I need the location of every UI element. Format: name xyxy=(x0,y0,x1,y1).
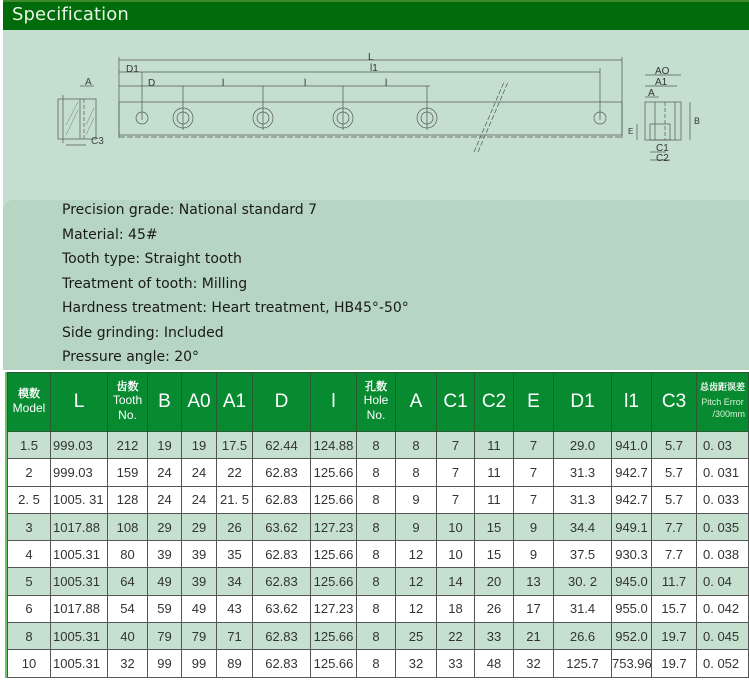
table-row xyxy=(8,459,749,486)
cell-c1: 22 xyxy=(437,623,475,650)
col-A0: A0 xyxy=(182,373,217,432)
cell-l: 1005.31 xyxy=(51,541,108,568)
cell-hole: 8 xyxy=(357,568,396,595)
col-L: L xyxy=(51,373,108,432)
cell-d1: 125.7 xyxy=(554,650,612,677)
cell-b: 59 xyxy=(148,595,182,622)
cell-d: 62.83 xyxy=(253,623,311,650)
spec-side-grinding: Side grinding: Included xyxy=(62,324,224,341)
cell-tooth: 128 xyxy=(108,486,148,513)
cell-pitch: 0. 035 xyxy=(697,513,749,540)
cell-a: 25 xyxy=(396,623,437,650)
spec-pressure-angle: Pressure angle: 20° xyxy=(62,349,200,365)
cell-tooth: 212 xyxy=(108,432,148,459)
col-D: D xyxy=(253,373,311,432)
label-l1: l1 xyxy=(370,63,378,74)
cell-tooth: 32 xyxy=(108,650,148,677)
cell-l: 1005.31 xyxy=(51,568,108,595)
cell-l: 125.66 xyxy=(311,650,357,677)
page-title: Specification xyxy=(12,4,129,25)
cell-l1: 952.0 xyxy=(612,623,652,650)
cell-l1: 955.0 xyxy=(612,595,652,622)
cell-d: 63.62 xyxy=(253,513,311,540)
cell-a: 12 xyxy=(396,595,437,622)
cell-b: 19 xyxy=(148,432,182,459)
cell-model: 3 xyxy=(8,513,51,540)
cell-l: 1017.88 xyxy=(51,513,108,540)
col-B: B xyxy=(148,373,182,432)
label-D: D xyxy=(148,78,156,89)
col-C1: C1 xyxy=(437,373,475,432)
label-D1: D1 xyxy=(126,64,139,75)
cell-l: 125.66 xyxy=(311,541,357,568)
cell-l1: 930.3 xyxy=(612,541,652,568)
cell-b: 99 xyxy=(148,650,182,677)
cell-b: 39 xyxy=(148,541,182,568)
cell-c1: 7 xyxy=(437,459,475,486)
cell-model: 4 xyxy=(8,541,51,568)
col-C2: C2 xyxy=(475,373,514,432)
cell-l1: 942.7 xyxy=(612,459,652,486)
cell-c2: 11 xyxy=(475,432,514,459)
cell-d: 62.83 xyxy=(253,650,311,677)
table-row xyxy=(8,568,749,595)
cell-c3: 5.7 xyxy=(652,459,697,486)
cell-l1: 753.96 xyxy=(612,650,652,677)
cell-c2: 11 xyxy=(475,459,514,486)
cell-pitch: 0. 04 xyxy=(697,568,749,595)
cell-l: 1005.31 xyxy=(51,623,108,650)
spec-list xyxy=(62,200,409,372)
cell-tooth: 80 xyxy=(108,541,148,568)
cell-a: 8 xyxy=(396,432,437,459)
label-l-3: l xyxy=(385,78,388,89)
cell-a: 8 xyxy=(396,459,437,486)
rack-technical-drawing xyxy=(0,30,749,180)
cell-a0: 19 xyxy=(182,432,217,459)
label-A-left: A xyxy=(85,77,92,88)
cell-b: 29 xyxy=(148,513,182,540)
cell-pitch: 0. 052 xyxy=(697,650,749,677)
cell-model: 6 xyxy=(8,595,51,622)
cell-a0: 49 xyxy=(182,595,217,622)
cell-a: 32 xyxy=(396,650,437,677)
cell-tooth: 54 xyxy=(108,595,148,622)
cell-l: 125.66 xyxy=(311,459,357,486)
cell-a: 9 xyxy=(396,513,437,540)
cell-a0: 99 xyxy=(182,650,217,677)
cell-hole: 8 xyxy=(357,459,396,486)
cell-l: 125.66 xyxy=(311,623,357,650)
cell-c1: 10 xyxy=(437,513,475,540)
cell-model: 8 xyxy=(8,623,51,650)
cell-a0: 29 xyxy=(182,513,217,540)
cell-pitch: 0. 045 xyxy=(697,623,749,650)
col-l: l xyxy=(311,373,357,432)
cell-l1: 941.0 xyxy=(612,432,652,459)
cell-l: 1005.31 xyxy=(51,650,108,677)
cell-hole: 8 xyxy=(357,541,396,568)
label-E: E xyxy=(628,127,634,136)
cell-hole: 8 xyxy=(357,486,396,513)
cell-d: 63.62 xyxy=(253,595,311,622)
cell-l1: 949.1 xyxy=(612,513,652,540)
cell-d: 62.83 xyxy=(253,459,311,486)
cell-a0: 24 xyxy=(182,459,217,486)
col-tooth-no: 齿数 Tooth No. xyxy=(108,373,148,432)
cell-e: 7 xyxy=(514,486,554,513)
cell-a0: 24 xyxy=(182,486,217,513)
cell-d1: 31.4 xyxy=(554,595,612,622)
cell-c3: 19.7 xyxy=(652,623,697,650)
table-row xyxy=(8,541,749,568)
cell-e: 9 xyxy=(514,541,554,568)
cell-tooth: 159 xyxy=(108,459,148,486)
cell-c3: 5.7 xyxy=(652,432,697,459)
cell-d: 62.83 xyxy=(253,541,311,568)
cell-e: 7 xyxy=(514,459,554,486)
cell-a1: 22 xyxy=(217,459,253,486)
cell-a1: 71 xyxy=(217,623,253,650)
cell-e: 17 xyxy=(514,595,554,622)
cell-d1: 26.6 xyxy=(554,623,612,650)
table-row xyxy=(8,486,749,513)
table-row xyxy=(8,650,749,677)
cell-c1: 18 xyxy=(437,595,475,622)
label-C2: C2 xyxy=(656,153,669,164)
cell-l1: 945.0 xyxy=(612,568,652,595)
cell-c2: 15 xyxy=(475,513,514,540)
cell-l: 125.66 xyxy=(311,568,357,595)
spec-table-container xyxy=(5,372,746,678)
cell-c1: 14 xyxy=(437,568,475,595)
cell-d: 62.83 xyxy=(253,568,311,595)
cell-model: 2. 5 xyxy=(8,486,51,513)
cell-c2: 15 xyxy=(475,541,514,568)
cell-c1: 7 xyxy=(437,432,475,459)
cell-c2: 48 xyxy=(475,650,514,677)
cell-c1: 10 xyxy=(437,541,475,568)
cell-a: 9 xyxy=(396,486,437,513)
cell-a1: 89 xyxy=(217,650,253,677)
cell-l: 1017.88 xyxy=(51,595,108,622)
cell-l: 999.03 xyxy=(51,459,108,486)
col-C3: C3 xyxy=(652,373,697,432)
col-E: E xyxy=(514,373,554,432)
label-l-2: l xyxy=(304,78,307,89)
cell-c3: 5.7 xyxy=(652,486,697,513)
spec-table xyxy=(7,372,749,678)
cell-a0: 39 xyxy=(182,568,217,595)
table-row xyxy=(8,513,749,540)
cell-c2: 11 xyxy=(475,486,514,513)
cell-d1: 34.4 xyxy=(554,513,612,540)
spec-hardness: Hardness treatment: Heart treatment, HB45°-50° xyxy=(62,300,409,316)
cell-hole: 8 xyxy=(357,650,396,677)
cell-e: 9 xyxy=(514,513,554,540)
spec-precision-grade: Precision grade: National standard 7 xyxy=(62,202,318,218)
cell-a1: 43 xyxy=(217,595,253,622)
cell-pitch: 0. 033 xyxy=(697,486,749,513)
label-A1: A1 xyxy=(655,77,668,88)
cell-a: 12 xyxy=(396,541,437,568)
cell-pitch: 0. 038 xyxy=(697,541,749,568)
col-l1: l1 xyxy=(612,373,652,432)
cell-hole: 8 xyxy=(357,432,396,459)
label-AO: AO xyxy=(655,66,670,77)
spec-tooth-type: Tooth type: Straight tooth xyxy=(62,251,242,267)
cell-model: 2 xyxy=(8,459,51,486)
cell-d: 62.44 xyxy=(253,432,311,459)
cell-b: 24 xyxy=(148,459,182,486)
cell-model: 10 xyxy=(8,650,51,677)
cell-c3: 7.7 xyxy=(652,541,697,568)
cell-a: 12 xyxy=(396,568,437,595)
col-A: A xyxy=(396,373,437,432)
cell-e: 32 xyxy=(514,650,554,677)
cell-d1: 30. 2 xyxy=(554,568,612,595)
cell-d: 62.83 xyxy=(253,486,311,513)
cell-e: 13 xyxy=(514,568,554,595)
cell-a1: 21. 5 xyxy=(217,486,253,513)
cell-e: 7 xyxy=(514,432,554,459)
table-row xyxy=(8,432,749,459)
cell-c3: 19.7 xyxy=(652,650,697,677)
cell-a1: 26 xyxy=(217,513,253,540)
cell-hole: 8 xyxy=(357,595,396,622)
table-row xyxy=(8,623,749,650)
col-hole-no: 孔数 Hole No. xyxy=(357,373,396,432)
cell-d1: 37.5 xyxy=(554,541,612,568)
cell-e: 21 xyxy=(514,623,554,650)
cell-c3: 15.7 xyxy=(652,595,697,622)
col-D1: D1 xyxy=(554,373,612,432)
label-C3: C3 xyxy=(91,136,104,147)
cell-c2: 33 xyxy=(475,623,514,650)
table-body xyxy=(8,432,749,678)
cell-c2: 20 xyxy=(475,568,514,595)
cell-c1: 33 xyxy=(437,650,475,677)
cell-l: 125.66 xyxy=(311,486,357,513)
cell-d1: 29.0 xyxy=(554,432,612,459)
label-C1: C1 xyxy=(656,143,669,154)
label-L: L xyxy=(368,52,374,63)
cell-b: 49 xyxy=(148,568,182,595)
cell-pitch: 0. 042 xyxy=(697,595,749,622)
cell-a1: 17.5 xyxy=(217,432,253,459)
cell-l: 999.03 xyxy=(51,432,108,459)
table-row xyxy=(8,595,749,622)
label-l-1: l xyxy=(222,78,225,89)
cell-l1: 942.7 xyxy=(612,486,652,513)
cell-b: 79 xyxy=(148,623,182,650)
label-A-right: A xyxy=(648,88,655,99)
cell-a0: 39 xyxy=(182,541,217,568)
spec-material: Material: 45# xyxy=(62,226,158,243)
cell-l: 127.23 xyxy=(311,513,357,540)
cell-c1: 7 xyxy=(437,486,475,513)
col-pitch-error: 总齿距误差 Pitch Error /300mm xyxy=(697,373,749,432)
cell-hole: 8 xyxy=(357,513,396,540)
cell-l: 127.23 xyxy=(311,595,357,622)
cell-c3: 11.7 xyxy=(652,568,697,595)
cell-a1: 35 xyxy=(217,541,253,568)
col-model: 模数 Model xyxy=(8,373,51,432)
cell-l: 1005. 31 xyxy=(51,486,108,513)
cell-tooth: 108 xyxy=(108,513,148,540)
label-B: B xyxy=(694,116,701,126)
cell-b: 24 xyxy=(148,486,182,513)
cell-c2: 26 xyxy=(475,595,514,622)
cell-a0: 79 xyxy=(182,623,217,650)
cell-model: 5 xyxy=(8,568,51,595)
cell-d1: 31.3 xyxy=(554,459,612,486)
cell-tooth: 64 xyxy=(108,568,148,595)
cell-pitch: 0. 031 xyxy=(697,459,749,486)
spec-tooth-treatment: Treatment of tooth: Milling xyxy=(62,275,248,292)
cell-c3: 7.7 xyxy=(652,513,697,540)
cell-d1: 31.3 xyxy=(554,486,612,513)
table-header-row xyxy=(8,373,749,432)
cell-pitch: 0. 03 xyxy=(697,432,749,459)
cell-a1: 34 xyxy=(217,568,253,595)
header-bar xyxy=(3,0,749,30)
col-A1: A1 xyxy=(217,373,253,432)
cell-model: 1.5 xyxy=(8,432,51,459)
cell-hole: 8 xyxy=(357,623,396,650)
cell-l: 124.88 xyxy=(311,432,357,459)
cell-tooth: 40 xyxy=(108,623,148,650)
